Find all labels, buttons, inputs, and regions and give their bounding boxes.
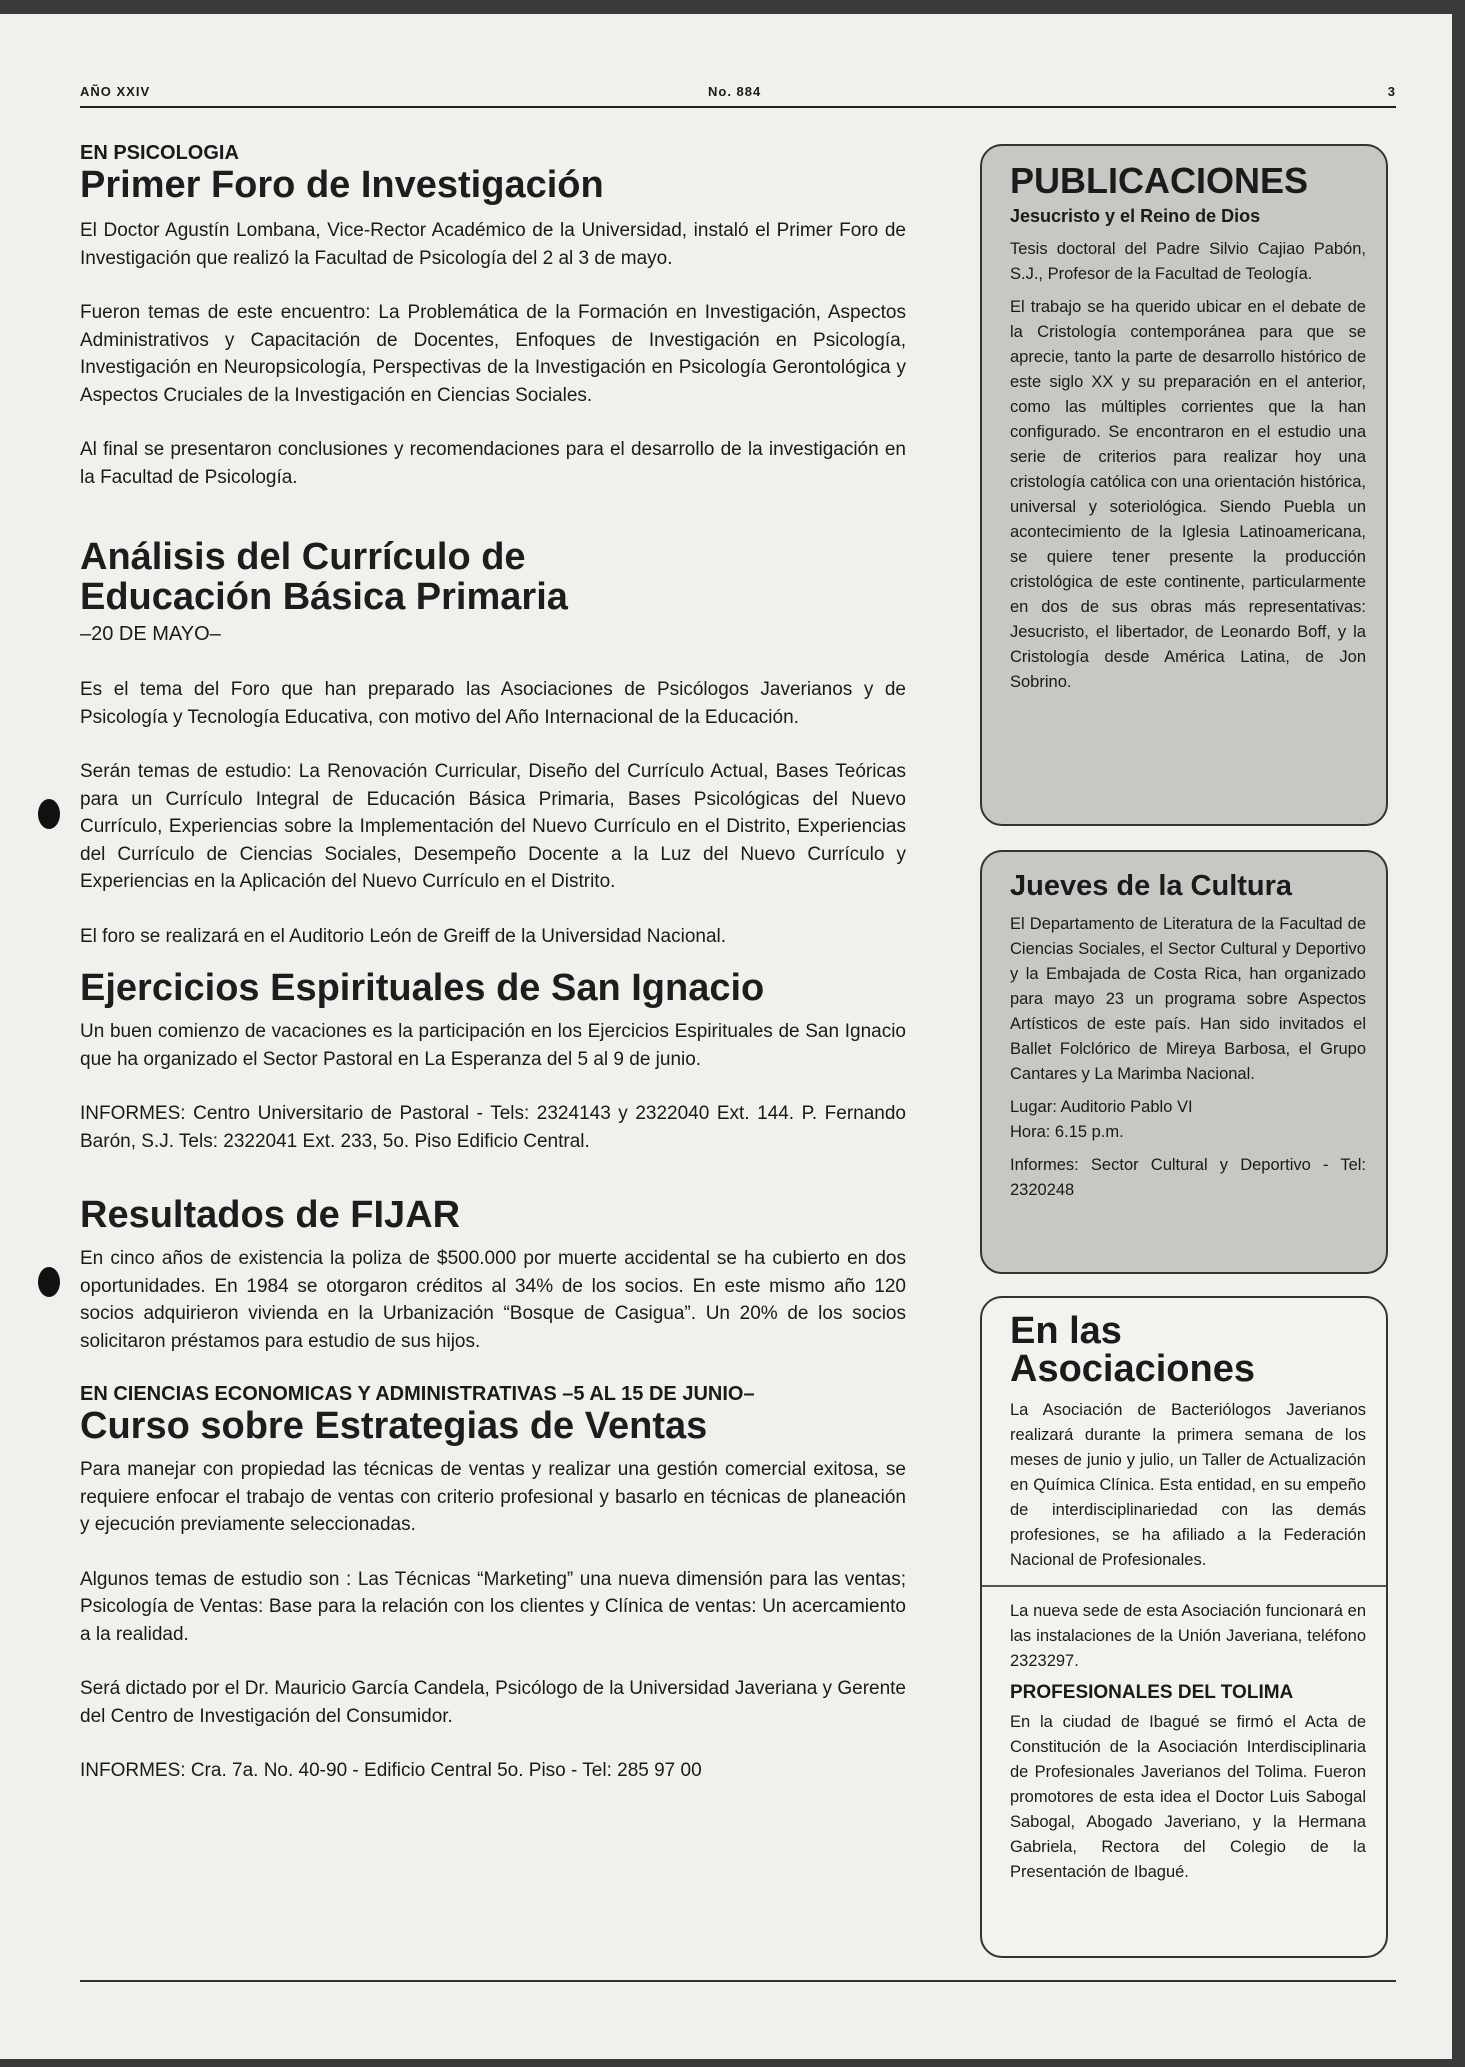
article-ventas (80, 1383, 906, 1785)
article-title: Primer Foro de Investigación (80, 164, 604, 206)
bottom-rule (80, 1980, 1396, 1982)
paragraph: Fueron temas de este encuentro: La Problemática de la Formación en Investigación, Aspectos Administrativos y Capacitación de Docentes, Enfoques de Investigación en Psicología, Investigación en Neuropsicología, Perspectivas de la Investigación en Psicología Gerontológica y Aspectos Cruciales de la Investigación en Ciencias Sociales. (80, 302, 906, 406)
article-title (80, 537, 906, 617)
paragraph: El foro se realizará en el Auditorio León de Greiff de la Universidad Nacional. (80, 925, 727, 947)
title-line: Análisis del Currículo de (80, 536, 526, 578)
page-header (80, 84, 1396, 108)
paragraph: Para manejar con propiedad las técnicas de ventas y realizar una gestión comercial exitosa, se requiere enfocar el trabajo de ventas con criterio profesional y basarlo en técnicas de planeación y ejecución previamente seleccionadas. (80, 1459, 906, 1535)
page-number: 3 (1387, 84, 1396, 99)
event-date: –20 DE MAYO– (80, 623, 221, 645)
article-title: Ejercicios Espirituales de San Ignacio (80, 967, 765, 1009)
article-title: Curso sobre Estrategias de Ventas (80, 1405, 708, 1447)
paragraph: Será dictado por el Dr. Mauricio García Candela, Psicólogo de la Universidad Javeriana y Gerente del Centro de Investigación del Consumidor. (80, 1678, 906, 1727)
asociaciones-box (980, 1296, 1388, 1958)
paragraph: La Asociación de Bacteriólogos Javerianos realizará durante la primera semana de los meses de junio y julio, un Taller de Actualización en Química Clínica. Esta entidad, en su empeño de interdisciplinariedad con las demás profesiones, se ha afiliado a la Federación Nacional de Profesionales. (1010, 1401, 1366, 1569)
divider (982, 1585, 1386, 1587)
paragraph: En la ciudad de Ibagué se firmó el Acta de Constitución de la Asociación Interdisciplinaria de Profesionales Javerianos del Tolima. Fueron promotores de esta idea el Doctor Luis Sabogal Sabogal, Abogado Javeriano, y la Hermana Gabriela, Rectora del Colegio de la Presentación de Ibagué. (1010, 1713, 1366, 1881)
paragraph: INFORMES: Cra. 7a. No. 40-90 - Edificio Central 5o. Piso - Tel: 285 97 00 (80, 1760, 702, 1781)
event-info: Informes: Sector Cultural y Deportivo - Tel: 2320248 (1010, 1156, 1366, 1199)
article-foro (80, 142, 906, 491)
jueves-cultura-box (980, 850, 1388, 1274)
paragraph: En cinco años de existencia la poliza de $500.000 por muerte accidental se ha cubierto en dos oportunidades. En 1984 se otorgaron créditos al 34% de los socios. En este mismo año 120 socios adquirieron vivienda en la Urbanización “Bosque de Casigua”. Un 20% de los socios solicitaron préstamos para estudio de sus hijos. (80, 1248, 906, 1352)
paragraph: Serán temas de estudio: La Renovación Curricular, Diseño del Currículo Actual, Bases Teóricas para un Currículo Integral de Educación Básica Primaria, Bases Psicológicas del Nuevo Currículo, Experiencias sobre la Implementación del Nuevo Currículo en el Distrito, Experiencias del Currículo de Ciencias Sociales, Desempeño Docente a la Luz del Nuevo Currículo y Experiencias en la Aplicación del Nuevo Currículo en el Distrito. (80, 761, 906, 892)
event-time: Hora: 6.15 p.m. (1010, 1123, 1124, 1141)
box-subtitle: Jesucristo y el Reino de Dios (1010, 206, 1261, 226)
paragraph: Algunos temas de estudio son : Las Técnicas “Marketing” una nueva dimensión para las ventas; Psicología de Ventas: Base para la relación con los clientes y Clínica de ventas: Un acercamiento a la realidad. (80, 1568, 906, 1645)
title-line: Asociaciones (1010, 1348, 1255, 1390)
publicaciones-box (980, 144, 1388, 826)
issue-number: No. 884 (708, 84, 762, 99)
paragraph: La nueva sede de esta Asociación funcionará en las instalaciones de la Unión Javeriana, teléfono 2323297. (1010, 1602, 1366, 1670)
paragraph: INFORMES: Centro Universitario de Pastoral - Tels: 2324143 y 2322040 Ext. 144. P. Fernando Barón, S.J. Tels: 2322041 Ext. 233, 5o. Piso Edificio Central. (80, 1103, 906, 1152)
main-column (80, 142, 906, 1785)
paragraph: El trabajo se ha querido ubicar en el debate de la Cristología contemporánea para que se aprecie, tanto la parte de desarrollo histórico de este siglo XX y su preparación en el anterior, como las múltiples corrientes que la han configurado. Se encontraron en el estudio una serie de criterios para realizar hoy una cristología católica con una orientación histórica, universal y soteriológica. Siendo Puebla un acontecimiento de la Iglesia Latinoamericana, se quiere tener presente la producción cristológica de este continente, particularmente en dos de sus obras más representativas: Jesucristo, el libertador, de Leonardo Boff, y la Cristología desde América Latina, de Jon Sobrino. (1010, 298, 1366, 691)
section-kicker: EN PSICOLOGIA (80, 142, 239, 164)
year-label: AÑO XXIV (80, 84, 151, 99)
paragraph: Un buen comienzo de vacaciones es la participación en los Ejercicios Espirituales de San Ignacio que ha organizado el Sector Pastoral en La Esperanza del 5 al 9 de junio. (80, 1021, 906, 1070)
paragraph: Al final se presentaron conclusiones y recomendaciones para el desarrollo de la investigación en la Facultad de Psicología. (80, 439, 906, 488)
event-place: Lugar: Auditorio Pablo VI (1010, 1098, 1193, 1116)
box-subtitle: PROFESIONALES DEL TOLIMA (1010, 1682, 1294, 1703)
paragraph: Tesis doctoral del Padre Silvio Cajiao Pabón, S.J., Profesor de la Facultad de Teología. (1010, 240, 1366, 283)
punch-hole (38, 799, 60, 829)
title-line: En las (1010, 1310, 1122, 1352)
paragraph: El Doctor Agustín Lombana, Vice-Rector Académico de la Universidad, instaló el Primer Foro de Investigación que realizó la Facultad de Psicología del 2 al 3 de mayo. (80, 220, 906, 269)
article-title: Resultados de FIJAR (80, 1194, 461, 1236)
title-line: Educación Básica Primaria (80, 576, 568, 618)
paragraph: Es el tema del Foro que han preparado las Asociaciones de Psicólogos Javerianos y de Psicología y Tecnología Educativa, con motivo del Año Internacional de la Educación. (80, 679, 906, 728)
box-title: PUBLICACIONES (1010, 160, 1309, 201)
article-ejercicios (80, 968, 906, 1155)
article-fijar (80, 1195, 906, 1355)
box-title: Jueves de la Cultura (1010, 870, 1293, 902)
paragraph: El Departamento de Literatura de la Facultad de Ciencias Sociales, el Sector Cultural y Deportivo y la Embajada de Costa Rica, han organizado para mayo 23 un programa sobre Aspectos Artísticos de este país. Han sido invitados el Ballet Folclórico de Mireya Barbosa, el Grupo Cantares y La Marimba Nacional. (1010, 915, 1366, 1083)
article-curriculo (80, 537, 906, 950)
newsletter-page (0, 14, 1452, 2059)
punch-hole (38, 1267, 60, 1297)
box-title (1010, 1312, 1366, 1388)
section-kicker: EN CIENCIAS ECONOMICAS Y ADMINISTRATIVAS –5 AL 15 DE JUNIO– (80, 1383, 755, 1405)
